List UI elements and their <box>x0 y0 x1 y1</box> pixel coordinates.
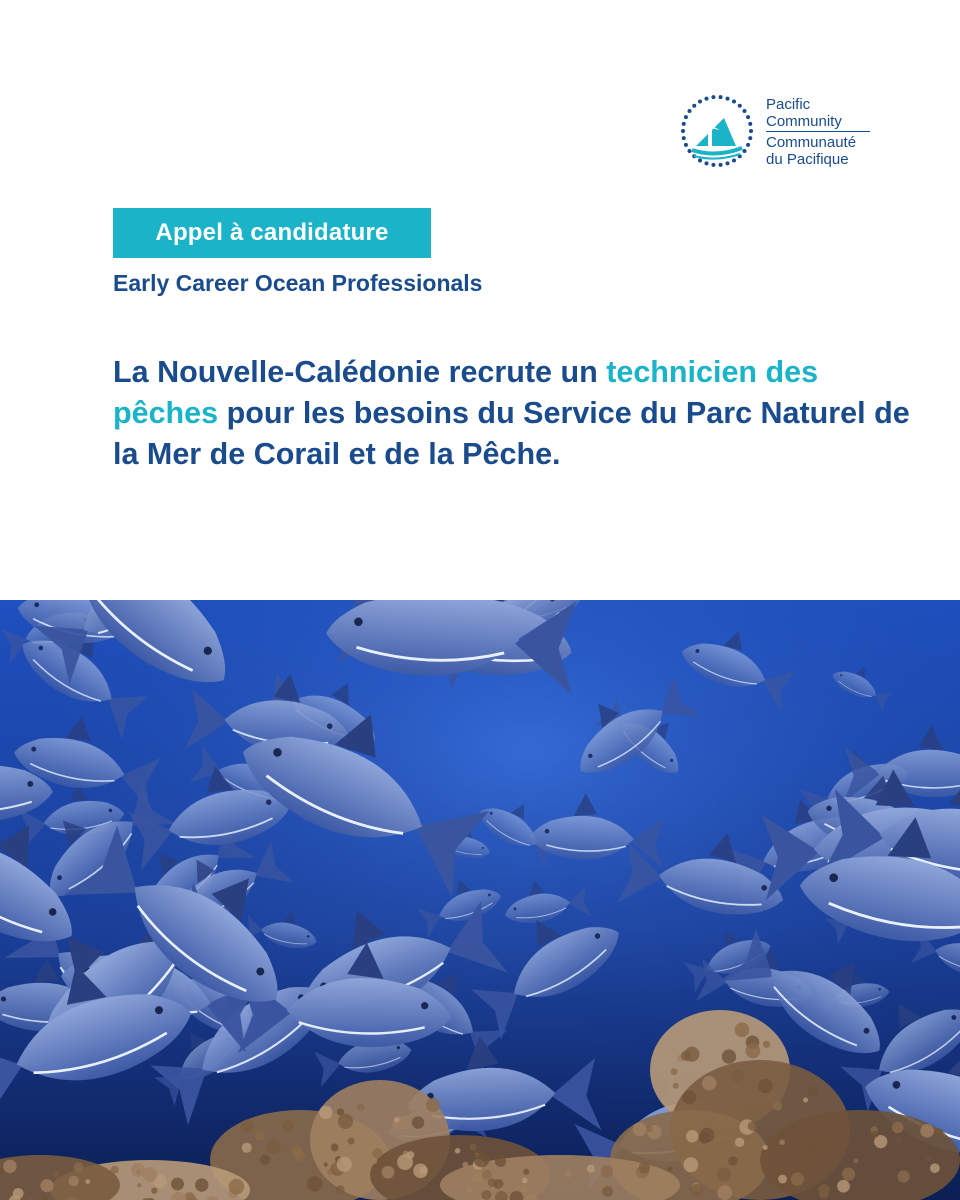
logo-text-line3: Communauté <box>766 134 857 151</box>
fish-school-image <box>0 600 960 1200</box>
headline-part1: La Nouvelle-Calédonie recrute un <box>113 355 607 389</box>
badge-label: Appel à candidature <box>155 219 389 246</box>
headline-part2: pour les besoins du Service du Parc Naturel de la Mer de Corail et de la Pêche. <box>113 396 910 471</box>
logo-text-line4: du Pacifique <box>766 151 849 168</box>
call-for-applications-badge <box>113 208 431 258</box>
pacific-community-logo <box>678 92 878 176</box>
logo-text-line2: Community <box>766 113 842 130</box>
logo-divider <box>766 131 870 132</box>
program-subtitle: Early Career Ocean Professionals <box>113 270 483 296</box>
headline <box>113 352 913 475</box>
headline-highlight: technicien des pêches <box>113 355 819 430</box>
ocean-fish-photo <box>0 600 960 1200</box>
logo-text-line1: Pacific <box>766 96 811 113</box>
logo-mark-icon <box>678 92 756 170</box>
logo-wordmark <box>766 96 876 168</box>
